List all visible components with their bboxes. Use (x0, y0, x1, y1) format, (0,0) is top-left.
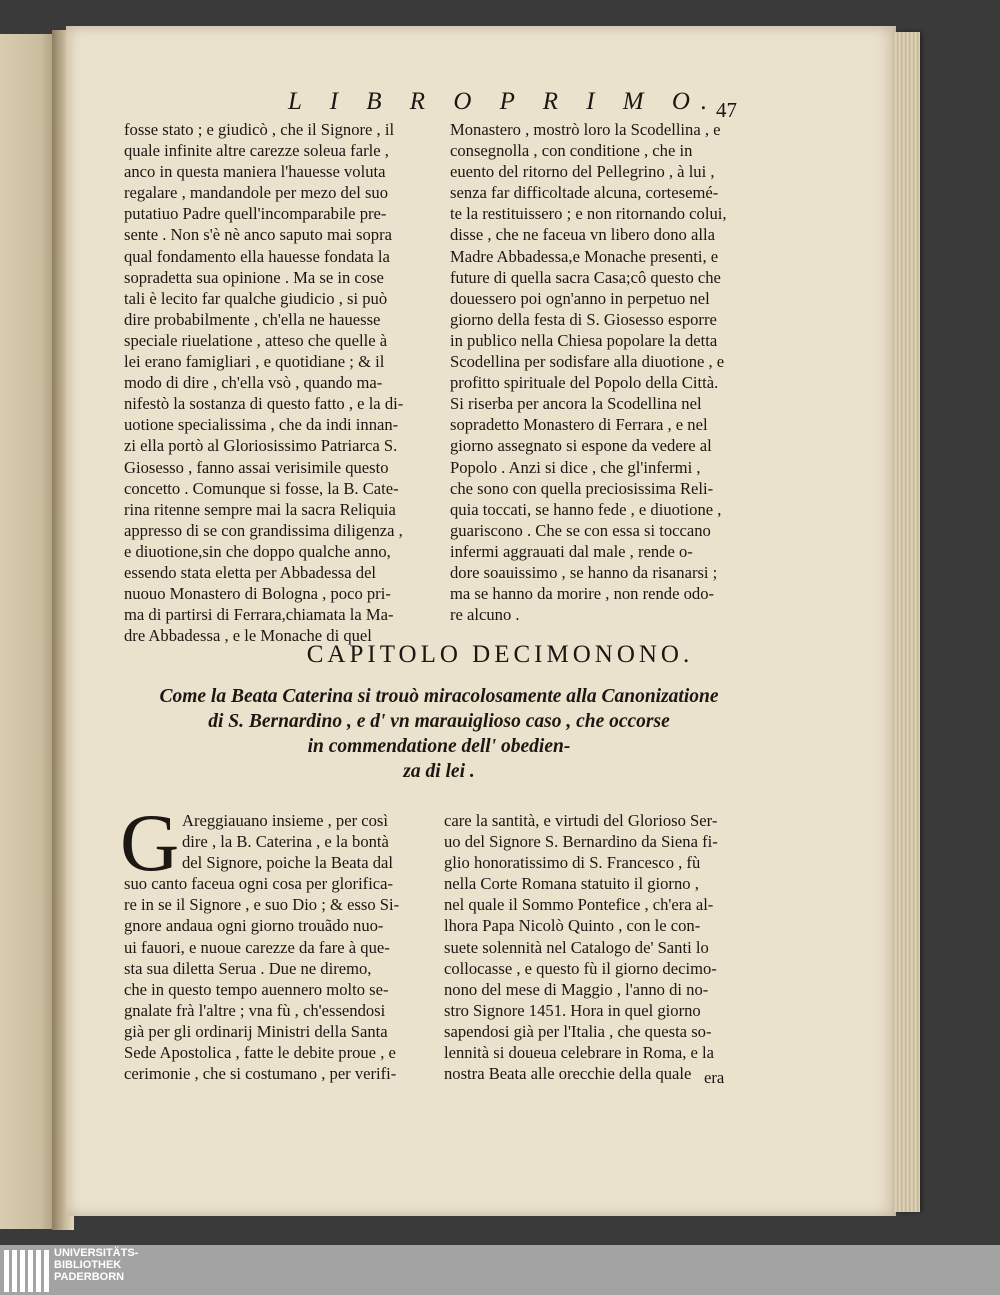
column-top-right (450, 119, 754, 625)
text-line: gnore andaua ogni giorno trouãdo nuo- (124, 916, 384, 936)
text-line: future di quella sacra Casa;cô questo che (450, 267, 721, 287)
text-line: fosse stato ; e giudicò , che il Signore , il (124, 120, 395, 139)
text-line: Popolo . Anzi si dice , che gl'infermi , (450, 457, 701, 477)
text-line: Madre Abbadessa,e Monache presenti, e (450, 246, 719, 266)
text-line: suete solennità nel Catalogo de' Santi lo (444, 937, 709, 957)
text-line: modo di dire , ch'ella vsò , quando ma- (124, 373, 383, 393)
library-name-line: PADERBORN (54, 1271, 125, 1283)
text-line: sta sua diletta Serua . Due ne diremo, (124, 958, 372, 978)
text-line: giorno della festa di S. Giosesso esporre (450, 309, 717, 329)
text-line: in publico nella Chiesa popolare la detta (450, 330, 718, 350)
text-line: ma se hanno da morire , non rende odo- (450, 584, 715, 604)
column-bottom-right (444, 810, 756, 1084)
text-line: ui fauori, e nuoue carezze da fare à que- (124, 937, 390, 957)
text-line: Areggiauano insieme , per così (182, 811, 388, 830)
text-line: disse , che ne faceua vn libero dono alla (450, 225, 715, 245)
chapter-title: CAPITOLO DECIMONONO. (306, 641, 694, 668)
text-line: qual fondamento ella hauesse fondata la (124, 246, 390, 266)
text-line: dre Abbadessa , e le Monache di quel (124, 626, 372, 646)
text-line: giorno assegnato si espone da vedere al (450, 436, 712, 456)
text-line: Monastero , mostrò loro la Scodellina , e (450, 120, 721, 139)
text-line: sente . Non s'è nè anco saputo mai sopra (124, 225, 392, 245)
text-line: lhora Papa Nicolò Quinto , con le con- (444, 916, 701, 936)
chapter-abstract (124, 684, 754, 784)
text-line: dire probabilmente , ch'ella ne hauesse (124, 309, 381, 329)
text-line: nuouo Monastero di Bologna , poco pri- (124, 584, 391, 604)
text-line: nifestò la sostanza di questo fatto , e la di- (124, 394, 404, 414)
text-line: concetto . Comunque si fosse, la B. Cate- (124, 478, 399, 498)
text-line: appresso di se con grandissima diligenza , (124, 520, 403, 540)
text-line: essendo stata eletta per Abbadessa del (124, 562, 377, 582)
text-line: stro Signore 1451. Hora in quel giorno (444, 1000, 701, 1020)
text-line: re alcuno . (450, 605, 520, 625)
text-line: lei erano famigliari , e quotidiane ; & il (124, 352, 385, 372)
text-line: che in questo tempo auennero molto se- (124, 979, 389, 999)
drop-cap-initial: G (120, 797, 180, 888)
text-line: cerimonie , che si costumano , per verifi- (124, 1064, 397, 1084)
text-line: anco in questa maniera l'hauesse voluta (124, 162, 386, 182)
library-logo-icon (4, 1250, 50, 1292)
text-line: putatiuo Padre quell'incomparabile pre- (124, 204, 387, 224)
text-line: nella Corte Romana statuito il giorno , (444, 874, 699, 894)
text-line: uotione specialissima , che da indi innan- (124, 415, 399, 435)
text-line: rina ritenne sempre mai la sacra Reliquia (124, 499, 396, 519)
text-line: za di lei . (403, 761, 475, 782)
text-line: Come la Beata Caterina si trouò miracolosamente alla Canonizatione (159, 686, 719, 707)
text-line: care la santità, e virtudi del Glorioso Ser- (444, 811, 718, 830)
text-line: di S. Bernardino , e d' vn marauiglioso caso , che occorse (208, 711, 670, 732)
text-line: tali è lecito far qualche giudicio , si può (124, 288, 388, 308)
text-line: zi ella portò al Gloriosissimo Patriarca S. (124, 436, 398, 456)
text-line: nono del mese di Maggio , l'anno di no- (444, 979, 709, 999)
text-line: e diuotione,sin che doppo qualche anno, (124, 541, 391, 561)
text-line: sopradetta sua opinione . Ma se in cose (124, 267, 384, 287)
text-line: infermi aggrauati dal male , rende o- (450, 541, 693, 561)
text-line: senza far difficoltade alcuna, cortesemé- (450, 183, 719, 203)
text-line: guariscono . Che se con essa si toccano (450, 520, 711, 540)
library-name (54, 1247, 138, 1283)
catchword: era (704, 1068, 725, 1087)
text-line: sapendosi già per l'Italia , che questa so- (444, 1021, 712, 1041)
text-line: sopradetto Monastero di Ferrara , e nel (450, 415, 708, 435)
text-line: Si riserba per ancora la Scodellina nel (450, 394, 702, 414)
text-line: dire , la B. Caterina , e la bontà (182, 832, 389, 852)
text-line: Scodellina per sodisfare alla diuotione , e (450, 352, 725, 372)
text-line: euento del ritorno del Pellegrino , à lui , (450, 162, 715, 182)
running-head: L I B R O P R I M O. (288, 88, 719, 115)
text-line: uo del Signore S. Bernardino da Siena fi- (444, 832, 718, 852)
text-line: ma di partirsi di Ferrara,chiamata la Ma- (124, 605, 394, 625)
text-line: lennità si doueua celebrare in Roma, e la (444, 1043, 714, 1063)
text-line: te la restituissero ; e non ritornando colui, (450, 204, 727, 224)
text-line: che sono con quella preciosissima Reli- (450, 478, 714, 498)
text-line: consegnolla , con conditione , che in (450, 141, 693, 161)
text-line: quia toccati, se hanno fede , e diuotione , (450, 499, 722, 519)
library-footer-bar (0, 1245, 1000, 1295)
column-bottom-left (124, 810, 432, 1084)
text-line: regalare , mandandole per mezo del suo (124, 183, 389, 203)
text-line: douessero poi ogn'anno in perpetuo nel (450, 288, 710, 308)
facing-page-edge (0, 34, 58, 1229)
text-line: Giosesso , fanno assai verisimile questo (124, 457, 389, 477)
text-line: nostra Beata alle orecchie della quale (444, 1064, 692, 1084)
text-line: dore soauissimo , se hanno da risanarsi ; (450, 562, 718, 582)
text-line: suo canto faceua ogni cosa per glorifica- (124, 874, 394, 894)
page-stack-edge (894, 32, 920, 1212)
page-number: 47 (716, 98, 737, 122)
text-line: nel quale il Sommo Pontefice , ch'era al- (444, 895, 714, 915)
text-line: quale infinite altre carezze soleua farle , (124, 141, 389, 161)
text-line: re in se il Signore , e suo Dio ; & esso Si- (124, 895, 400, 915)
text-line: profitto spirituale del Popolo della Città. (450, 373, 719, 393)
text-line: glio honoratissimo di S. Francesco , fù (444, 853, 701, 873)
text-line: collocasse , e questo fù il giorno decimo- (444, 958, 717, 978)
text-line: Sede Apostolica , fatte le debite proue , e (124, 1043, 396, 1063)
text-line: del Signore, poiche la Beata dal (182, 853, 394, 873)
text-line: speciale riuelatione , atteso che quelle à (124, 330, 388, 350)
text-line: gnalate frà l'altre ; vna fù , ch'essendosi (124, 1000, 386, 1020)
column-top-left (124, 119, 434, 646)
library-name-line: BIBLIOTHEK (54, 1259, 122, 1271)
text-line: già per gli ordinarij Ministri della Santa (124, 1021, 388, 1041)
text-line: in commendatione dell' obedien- (307, 736, 571, 757)
library-name-line: UNIVERSITÄTS- (54, 1247, 139, 1259)
